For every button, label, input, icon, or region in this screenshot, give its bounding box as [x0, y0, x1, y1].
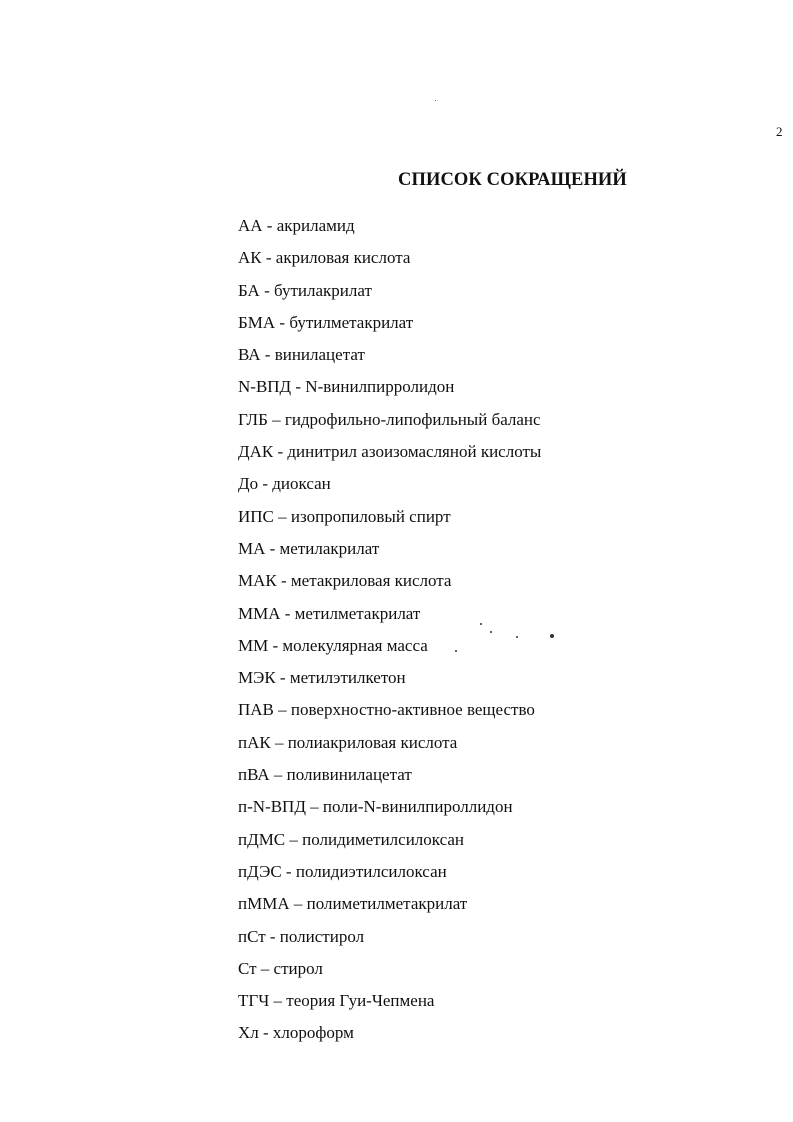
list-item: пСт - полистирол [238, 926, 365, 946]
scan-speck [550, 634, 554, 638]
list-item: пДЭС - полидиэтилсилоксан [238, 861, 447, 881]
list-item: МАК - метакриловая кислота [238, 571, 452, 591]
list-item: ММА - метилметакрилат [238, 603, 421, 623]
scan-speck [516, 636, 518, 638]
list-item: п-N-ВПД – поли-N-винилпироллидон [238, 797, 513, 817]
list-item: Ст – стирол [238, 958, 323, 978]
scan-speck [455, 650, 457, 652]
list-item: N-ВПД - N-винилпирролидон [238, 377, 455, 397]
page-title: СПИСОК СОКРАЩЕНИЙ [398, 170, 627, 190]
list-item: До - диоксан [238, 474, 331, 494]
list-item: пВА – поливинилацетат [238, 765, 412, 785]
list-item: ТГЧ – теория Гуи-Чепмена [238, 991, 435, 1011]
scan-speck [480, 623, 482, 625]
list-item: пММА – полиметилметакрилат [238, 894, 468, 914]
list-item: МА - метилакрилат [238, 538, 380, 558]
scan-speck [435, 100, 436, 101]
scan-speck [490, 631, 492, 633]
list-item: ДАК - динитрил азоизомасляной кислоты [238, 442, 542, 462]
list-item: АА - акриламид [238, 216, 355, 235]
list-item: БА - бутилакрилат [238, 280, 372, 300]
list-item: ИПС – изопропиловый спирт [238, 506, 451, 526]
list-item: пДМС – полидиметилсилоксан [238, 829, 465, 849]
abbreviation-list [238, 215, 541, 1055]
list-item: Хл - хлороформ [238, 1023, 354, 1043]
list-item: ПАВ – поверхностно-активное вещество [238, 700, 535, 720]
list-item: пАК – полиакриловая кислота [238, 732, 458, 752]
page-number: 2 [776, 124, 783, 139]
list-item: МЭК - метилэтилкетон [238, 668, 406, 688]
list-item: ГЛБ – гидрофильно-липофильный баланс [238, 409, 541, 429]
list-item: ММ - молекулярная масса [238, 635, 428, 655]
list-item: АК - акриловая кислота [238, 248, 411, 268]
list-item: БМА - бутилметакрилат [238, 312, 414, 332]
list-item: ВА - винилацетат [238, 345, 365, 365]
